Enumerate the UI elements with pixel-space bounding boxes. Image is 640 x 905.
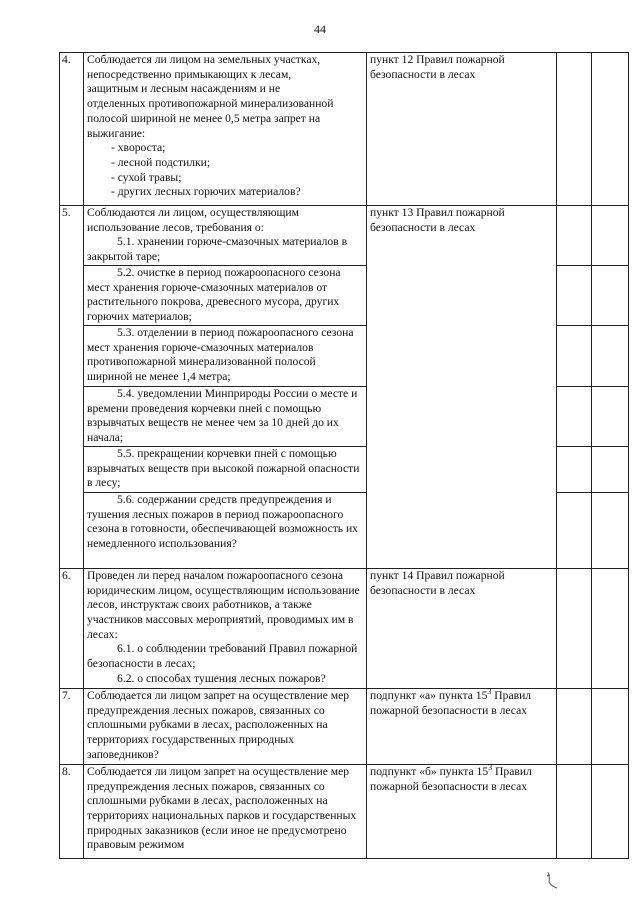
answer-cell-no xyxy=(592,325,629,386)
checklist-table xyxy=(59,52,629,859)
question-text: Соблюдается ли лицом на земельных участках, непосредственно примыкающих к лесам, защитным и лесным насаждениям и не отделенных противопожарной минерализованной полосой шириной не менее 0,5 метра запрет на выжигание: xyxy=(87,53,334,140)
answer-cell-yes xyxy=(557,688,592,764)
list-item: - сухой травы; xyxy=(111,170,182,184)
sub-question: 5.4. уведомлении Минприроды России о месте и времени проведения корчевки пней с помощью взрывчатых веществ не менее чем за 10 дней до их начала; xyxy=(84,386,367,446)
question-cell xyxy=(84,53,367,206)
question-text: Проведен ли перед началом пожароопасного сезона юридическим лицом, осуществляющим использование лесов, инструктаж своих работников, а также участников массовых мероприятий, проводимых им в лесах: xyxy=(87,568,360,641)
sub-question: 5.6. содержании средств предупреждения и тушения лесных пожаров в период пожароопасного сезона в готовности, обеспечивающей возможность их немедленного использования? xyxy=(84,492,367,568)
table-row xyxy=(60,688,629,764)
sub-question: 5.2. очистке в период пожароопасного сезона мест хранения горюче-смазочных материалов от растительного покрова, древесного мусора, других горючих материалов; xyxy=(84,265,367,325)
question-cell: Соблюдается ли лицом запрет на осуществление мер предупреждения лесных пожаров, связанных со сплошными рубками в лесах, расположенных на территориях государственных природных заповедников? xyxy=(84,688,367,764)
answer-cell-yes xyxy=(557,265,592,325)
answer-cell-no xyxy=(592,688,629,764)
reference-cell: пункт 14 Правил пожарной безопасности в лесах xyxy=(367,568,557,688)
page-number: 44 xyxy=(314,22,326,36)
answer-cell-no xyxy=(592,386,629,446)
answer-cell-no xyxy=(592,568,629,688)
answer-cell-no xyxy=(592,764,629,858)
row-number: 6. xyxy=(60,568,84,688)
reference-cell: подпункт «а» пункта $15^3$ Правил пожарной безопасности в лесах xyxy=(367,688,557,764)
answer-cell-yes xyxy=(557,386,592,446)
answer-cell-no xyxy=(592,265,629,325)
reference-cell: пункт 13 Правил пожарной безопасности в лесах xyxy=(367,206,557,569)
question-text: Соблюдаются ли лицом, осуществляющим использование лесов, требования о: xyxy=(87,206,299,234)
answer-cell-yes xyxy=(557,764,592,858)
answer-cell-yes xyxy=(557,446,592,492)
answer-cell-yes xyxy=(557,206,592,266)
row-number: 5. xyxy=(60,206,84,569)
answer-cell-no xyxy=(592,53,629,206)
table-row xyxy=(60,53,629,206)
answer-cell-no xyxy=(592,446,629,492)
list-item: 6.1. о соблюдении требований Правил пожарной безопасности в лесах; xyxy=(87,642,358,671)
table-row xyxy=(60,206,629,266)
answer-cell-no xyxy=(592,206,629,266)
list-item: 6.2. о способах тушения лесных пожаров? xyxy=(117,671,326,685)
sub-question: 5.5. прекращении корчевки пней с помощью взрывчатых веществ при высокой пожарной опасности в лесу; xyxy=(84,446,367,492)
row-number: 7. xyxy=(60,688,84,764)
list-item: - хвороста; xyxy=(111,141,166,155)
answer-cell-no xyxy=(592,492,629,568)
reference-cell: подпункт «б» пункта $15^3$ Правил пожарной безопасности в лесах xyxy=(367,764,557,858)
answer-cell-yes xyxy=(557,568,592,688)
list-item: - других лесных горючих материалов? xyxy=(111,185,301,199)
list-item: - лесной подстилки; xyxy=(111,155,211,169)
question-cell xyxy=(84,206,367,266)
answer-cell-yes xyxy=(557,492,592,568)
question-cell xyxy=(84,568,367,688)
handwritten-mark xyxy=(545,870,561,895)
sub-question: 5.1. хранении горюче-смазочных материалов в закрытой таре; xyxy=(87,235,348,264)
table-row xyxy=(60,568,629,688)
question-cell: Соблюдается ли лицом запрет на осуществление мер предупреждения лесных пожаров, связанных со сплошными рубками в лесах, расположенных на территориях национальных парков и государственных природных заказников (если иное не предусмотрено правовым режимом xyxy=(84,764,367,858)
table-row xyxy=(60,764,629,858)
row-number: 8. xyxy=(60,764,84,858)
answer-cell-yes xyxy=(557,325,592,386)
sub-question: 5.3. отделении в период пожароопасного сезона мест хранения горюче-смазочных материалов противопожарной минерализованной полосой шириной не менее 1,4 метра; xyxy=(84,325,367,386)
answer-cell-yes xyxy=(557,53,592,206)
reference-cell: пункт 12 Правил пожарной безопасности в лесах xyxy=(367,53,557,206)
row-number: 4. xyxy=(60,53,84,206)
